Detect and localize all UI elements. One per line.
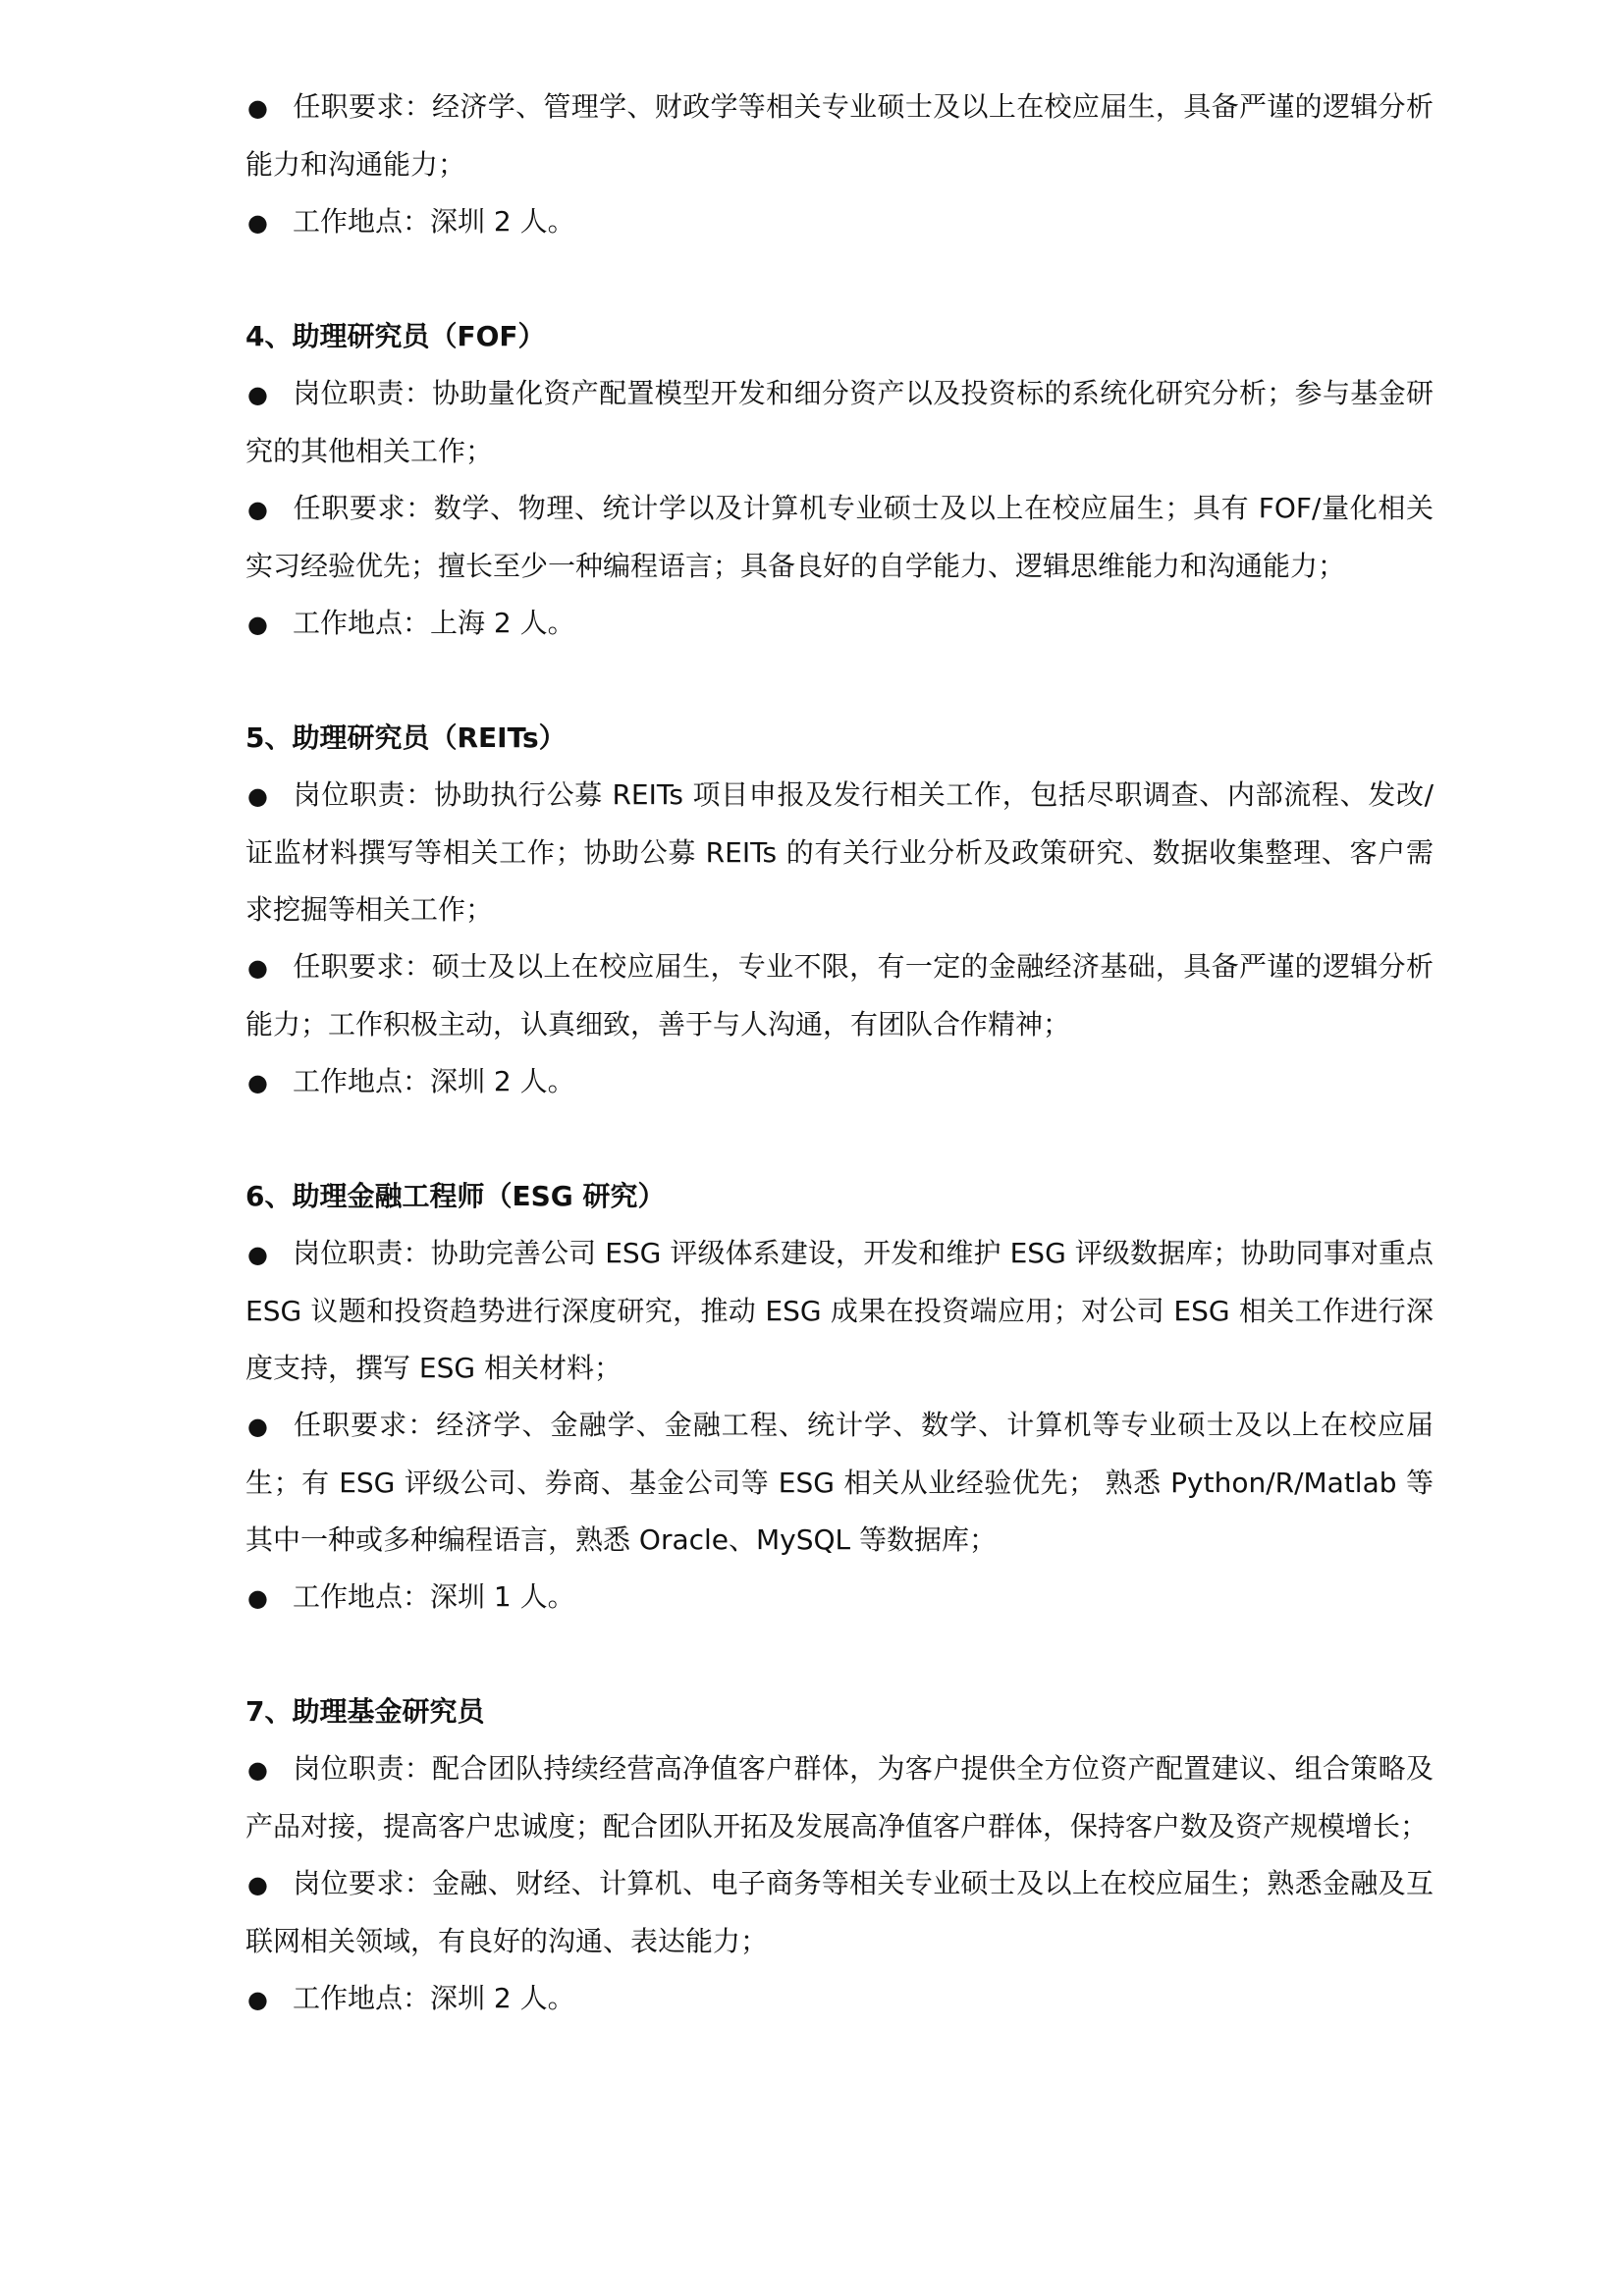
bullet-text: 任职要求：经济学、金融学、金融工程、统计学、数学、计算机等专业硕士及以上在校应届生；有 ESG 评级公司、券商、基金公司等 ESG 相关从业经验优先； 熟悉 Python/R/Matlab 等其中一种或多种编程语言，熟悉 Oracle、MySQL 等数据库； (245, 1409, 1434, 1556)
bullet-item (245, 365, 1434, 480)
bullet-icon: ● (247, 1413, 268, 1440)
bullet-text: 岗位职责：协助完善公司 ESG 评级体系建设，开发和维护 ESG 评级数据库；协助同事对重点 ESG 议题和投资趋势进行深度研究，推动 ESG 成果在投资端应用；对公司 ESG 相关工作进行深度支持，撰写 ESG 相关材料； (245, 1237, 1434, 1384)
section-heading: 5、助理研究员（REITs） (245, 721, 567, 754)
bullet-text: 任职要求：经济学、管理学、财政学等相关专业硕士及以上在校应届生，具备严谨的逻辑分析能力和沟通能力； (245, 90, 1434, 181)
bullet-item (245, 938, 1434, 1053)
bullet-icon: ● (247, 94, 268, 122)
bullet-text: 岗位要求：金融、财经、计算机、电子商务等相关专业硕士及以上在校应届生；熟悉金融及互联网相关领域，有良好的沟通、表达能力； (245, 1867, 1434, 1957)
bullet-text: 工作地点：深圳 1 人。 (293, 1580, 575, 1613)
bullet-text: 任职要求：硕士及以上在校应届生，专业不限，有一定的金融经济基础，具备严谨的逻辑分析能力；工作积极主动，认真细致，善于与人沟通，有团队合作精神； (245, 950, 1434, 1041)
bullet-text: 工作地点：深圳 2 人。 (293, 1065, 575, 1097)
bullet-icon: ● (247, 209, 268, 237)
bullet-text: 岗位职责：配合团队持续经营高净值客户群体，为客户提供全方位资产配置建议、组合策略及产品对接，提高客户忠诚度；配合团队开拓及发展高净值客户群体，保持客户数及资产规模增长； (245, 1752, 1434, 1842)
bullet-item (245, 1225, 1434, 1397)
bullet-text: 工作地点：深圳 2 人。 (293, 205, 575, 238)
job-section (245, 710, 1434, 1111)
bullet-text: 工作地点：深圳 2 人。 (293, 1982, 575, 2014)
job-section (245, 308, 1434, 653)
bullet-icon: ● (247, 1241, 268, 1268)
bullet-text: 工作地点：上海 2 人。 (293, 607, 575, 639)
job-section (245, 1683, 1434, 2028)
bullet-icon: ● (247, 1756, 268, 1784)
bullet-item (245, 595, 1434, 653)
bullet-icon: ● (247, 1986, 268, 2013)
section-heading: 6、助理金融工程师（ESG 研究） (245, 1180, 666, 1212)
bullet-item (245, 1740, 1434, 1855)
bullet-item (245, 1053, 1434, 1111)
bullet-icon: ● (247, 1584, 268, 1612)
section-heading: 7、助理基金研究员 (245, 1695, 485, 1728)
bullet-item (245, 1970, 1434, 2028)
bullet-item (245, 480, 1434, 595)
bullet-item (245, 79, 1434, 193)
bullet-icon: ● (247, 782, 268, 810)
document-body (245, 79, 1434, 2085)
bullet-item (245, 1397, 1434, 1569)
bullet-text: 岗位职责：协助量化资产配置模型开发和细分资产以及投资标的系统化研究分析；参与基金研究的其他相关工作； (245, 377, 1434, 467)
bullet-icon: ● (247, 1069, 268, 1096)
bullet-item (245, 193, 1434, 251)
bullet-item (245, 767, 1434, 938)
job-section (245, 1168, 1434, 1627)
bullet-item (245, 1569, 1434, 1627)
bullet-icon: ● (247, 954, 268, 982)
bullet-item (245, 1855, 1434, 1970)
section-heading: 4、助理研究员（FOF） (245, 320, 546, 352)
job-section (245, 79, 1434, 251)
bullet-icon: ● (247, 611, 268, 638)
bullet-text: 岗位职责：协助执行公募 REITs 项目申报及发行相关工作，包括尽职调查、内部流程、发改/证监材料撰写等相关工作；协助公募 REITs 的有关行业分析及政策研究、数据收集整理、客户需求挖掘等相关工作； (245, 778, 1434, 926)
bullet-icon: ● (247, 1871, 268, 1898)
bullet-icon: ● (247, 381, 268, 408)
bullet-text: 任职要求：数学、物理、统计学以及计算机专业硕士及以上在校应届生；具有 FOF/量化相关实习经验优先；擅长至少一种编程语言；具备良好的自学能力、逻辑思维能力和沟通能力； (245, 492, 1434, 582)
bullet-icon: ● (247, 496, 268, 523)
